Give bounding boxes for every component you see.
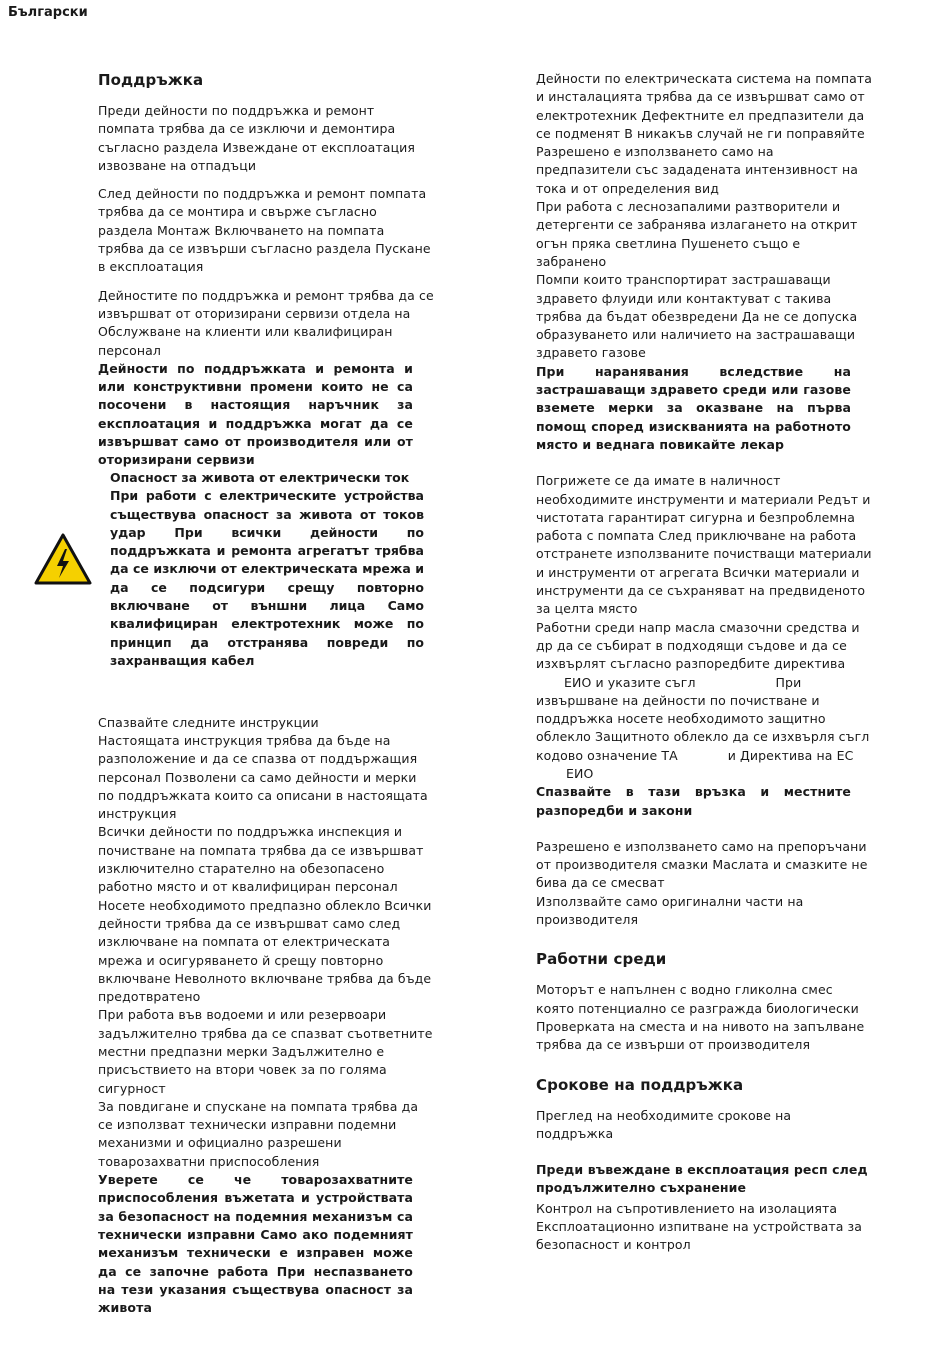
bold-subheading: Преди въвеждане в експлоатация респ след продължително съхранение	[536, 1162, 868, 1196]
paragraph: За повдигане и спускане на помпата трябва да се използват технически изправни подемни механизми и официално разрешени товарозахватни приспособления	[98, 1098, 419, 1169]
paragraph: Погрижете се да имате в наличност необходимите инструменти и материали Редът и чистотата гарантират сигурна и безпроблемна работа с помпата След приключване на работа отстранете използваните почистващи материали и инструменти от агрегата Всички материали и инструменти да се съхраняват на предвиденото за целта място	[536, 473, 872, 617]
left-column	[98, 70, 434, 1317]
paragraph: Разрешено е използването само на препоръчани от производителя смазки Маслата и смазките не бива да се смесват	[536, 838, 868, 891]
paragraph: Преглед на необходимите срокове на поддръжка	[536, 1107, 792, 1141]
text-fragment: ЕИО и указите съгл	[564, 674, 696, 690]
section-title-maintenance: Поддръжка	[98, 71, 204, 89]
right-column	[536, 70, 872, 1255]
paragraph: Моторът е напълнен с водно гликолна смес която потенциално се разгражда биологически Проверката на сместа и на нивото на запълване трябва да се извърши от производителя	[536, 982, 865, 1053]
paragraph: Експлоатационно изпитване на устройствата за безопасност и контрол	[536, 1219, 863, 1253]
paragraph: Дейности по електрическата система на помпата и инсталацията трябва да се извършват само от електротехник Дефектните ел предпазители да се подменят В никакъв случай не ги поправяйте Разрешено е използването само на предпазители със зададената интензивност на тока и от определения вид	[536, 71, 873, 196]
warning-title: Опасност за живота от електрически ток	[110, 470, 410, 485]
text-fragment: При	[775, 674, 802, 690]
paragraph-fragment: ЕИО	[566, 765, 594, 781]
electric-warning-box	[110, 469, 424, 670]
paragraph	[536, 692, 872, 765]
bold-notice: Уверете се че товарозахватните приспособления въжетата и устройствата за безопасност на подемния механизъм са технически изправни Само ако подемният механизъм технически е изправен може да се започне работа При неспазването на тези указания съществува опасност за живота	[98, 1172, 413, 1316]
bold-notice: Дейности по поддръжката и ремонта и или конструктивни промени които не са посочени в настоящия наръчник за експлоатация и поддръжка могат да се извършват само от производителя или от оторизирани сервизи	[98, 360, 413, 468]
section-title-maintenance-terms: Срокове на поддръжка	[536, 1075, 744, 1094]
paragraph: Спазвайте следните инструкции	[98, 714, 319, 730]
electric-hazard-icon	[34, 533, 92, 585]
paragraph: Настоящата инструкция трябва да бъде на разположение и да се спазва от поддържащия персонал Позволени са само дейности и мерки по поддръжката които са описани в настоящата инструкция	[98, 732, 428, 822]
paragraph: След дейности по поддръжка и ремонт помпата трябва да се монтира и свърже съгласно раздела Монтаж Включването на помпата трябва да се извърши съгласно раздела Пускане в експлоатация	[98, 186, 431, 275]
paragraph: Използвайте само оригинални части на производителя	[536, 893, 804, 928]
paragraph: Всички дейности по поддръжка инспекция и почистване на помпата трябва да се извършват изключително старателно на обезопасено работно място и от квалифициран персонал Носете необходимото предпазно облекло Всички дейности трябва да се извършват само след изключване на помпата от електрическата мрежа и осигуряването й срещу повторно включване Неволното включване трябва да бъде предотвратено	[98, 824, 432, 1005]
paragraph: Контрол на съпротивлението на изолацията	[536, 1200, 838, 1216]
language-label: Български	[8, 5, 88, 20]
paragraph-fragment	[536, 674, 872, 692]
paragraph: Дейностите по поддръжка и ремонт трябва да се извършват от оторизирани сервизи отдела на Обслужване на клиенти или квалифициран персонал	[98, 287, 434, 358]
paragraph: При работа с леснозапалими разтворители и детергенти се забранява излагането на открит огън пряка светлина Пушенето също е забранено	[536, 199, 858, 269]
paragraph: При работа във водоеми и или резервоари задължително трябва да се спазват съответните местни предпазни мерки Задължително е присъствието на втори човек за по голяма сигурност	[98, 1007, 433, 1096]
warning-text: При работи с електрическите устройства съществува опасност за живота от токов удар При всички дейности по поддръжката и ремонта агрегатът трябва да се изключи от електрическата мрежа и да се подсигури срещу повторно включване от външни лица Само квалифициран електротехник може по принцип да отстранява повреди по захранващия кабел	[110, 488, 424, 668]
paragraph: Преди дейности по поддръжка и ремонт помпата трябва да се изключи и демонтира съгласно раздела Извеждане от експлоатация извозване на отпадъци	[98, 103, 416, 173]
text-fragment: извършване на дейности по почистване и поддръжка носете необходимото защитно облекло Защитното облекло да се изхвърля съгл кодово означение ТА	[536, 692, 870, 763]
paragraph: Помпи които транспортират застрашаващи здравето флуиди или контактуват с такива трябва да бъдат обезвредени Да не се допуска образуването или наличието на застрашаващи здравето газове	[536, 272, 858, 361]
bold-notice: Спазвайте в тази връзка и местните разпоредби и закони	[536, 784, 851, 818]
bold-notice: При наранявания вследствие на застрашаващи здравето среди или газове вземете мерки за оказване на първа помощ според изискванията на работното място и веднага повикайте лекар	[536, 363, 851, 452]
text-fragment: и Директива на ЕС	[727, 747, 854, 763]
paragraph: Работни среди напр масла смазочни средства и др да се събират в подходящи съдове и да се изхвърлят съгласно разпоредбите директива	[536, 619, 860, 672]
section-title-working-media: Работни среди	[536, 950, 667, 969]
